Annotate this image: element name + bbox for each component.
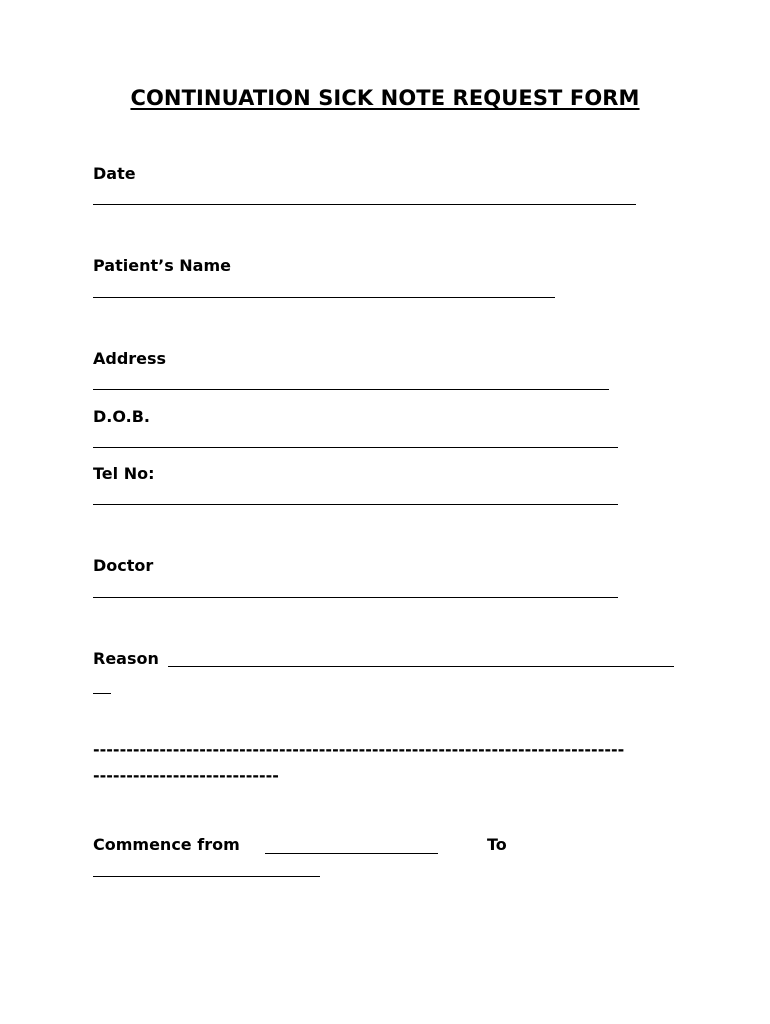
dashed-line-2: ---------------------------- [93,766,279,785]
tel-label: Tel No: [93,464,155,483]
patient-name-field[interactable] [93,297,555,298]
reason-label: Reason [93,649,159,668]
doctor-label: Doctor [93,556,154,575]
address-label: Address [93,349,167,368]
to-field[interactable] [93,876,320,877]
reason-field-continuation[interactable] [93,693,111,694]
dob-field[interactable] [93,447,618,448]
commence-from-field[interactable] [265,853,438,854]
tel-field[interactable] [93,504,618,505]
dashed-line-1: -------------------------------------------------------------------------------- [93,740,625,759]
doctor-field[interactable] [93,597,618,598]
date-field[interactable] [93,204,636,205]
to-label: To [487,835,507,854]
address-field[interactable] [93,389,609,390]
commence-from-label: Commence from [93,835,240,854]
form-title: CONTINUATION SICK NOTE REQUEST FORM [130,86,640,110]
date-label: Date [93,164,136,183]
patient-name-label: Patient’s Name [93,256,231,275]
reason-field[interactable] [168,666,674,667]
dob-label: D.O.B. [93,407,150,426]
